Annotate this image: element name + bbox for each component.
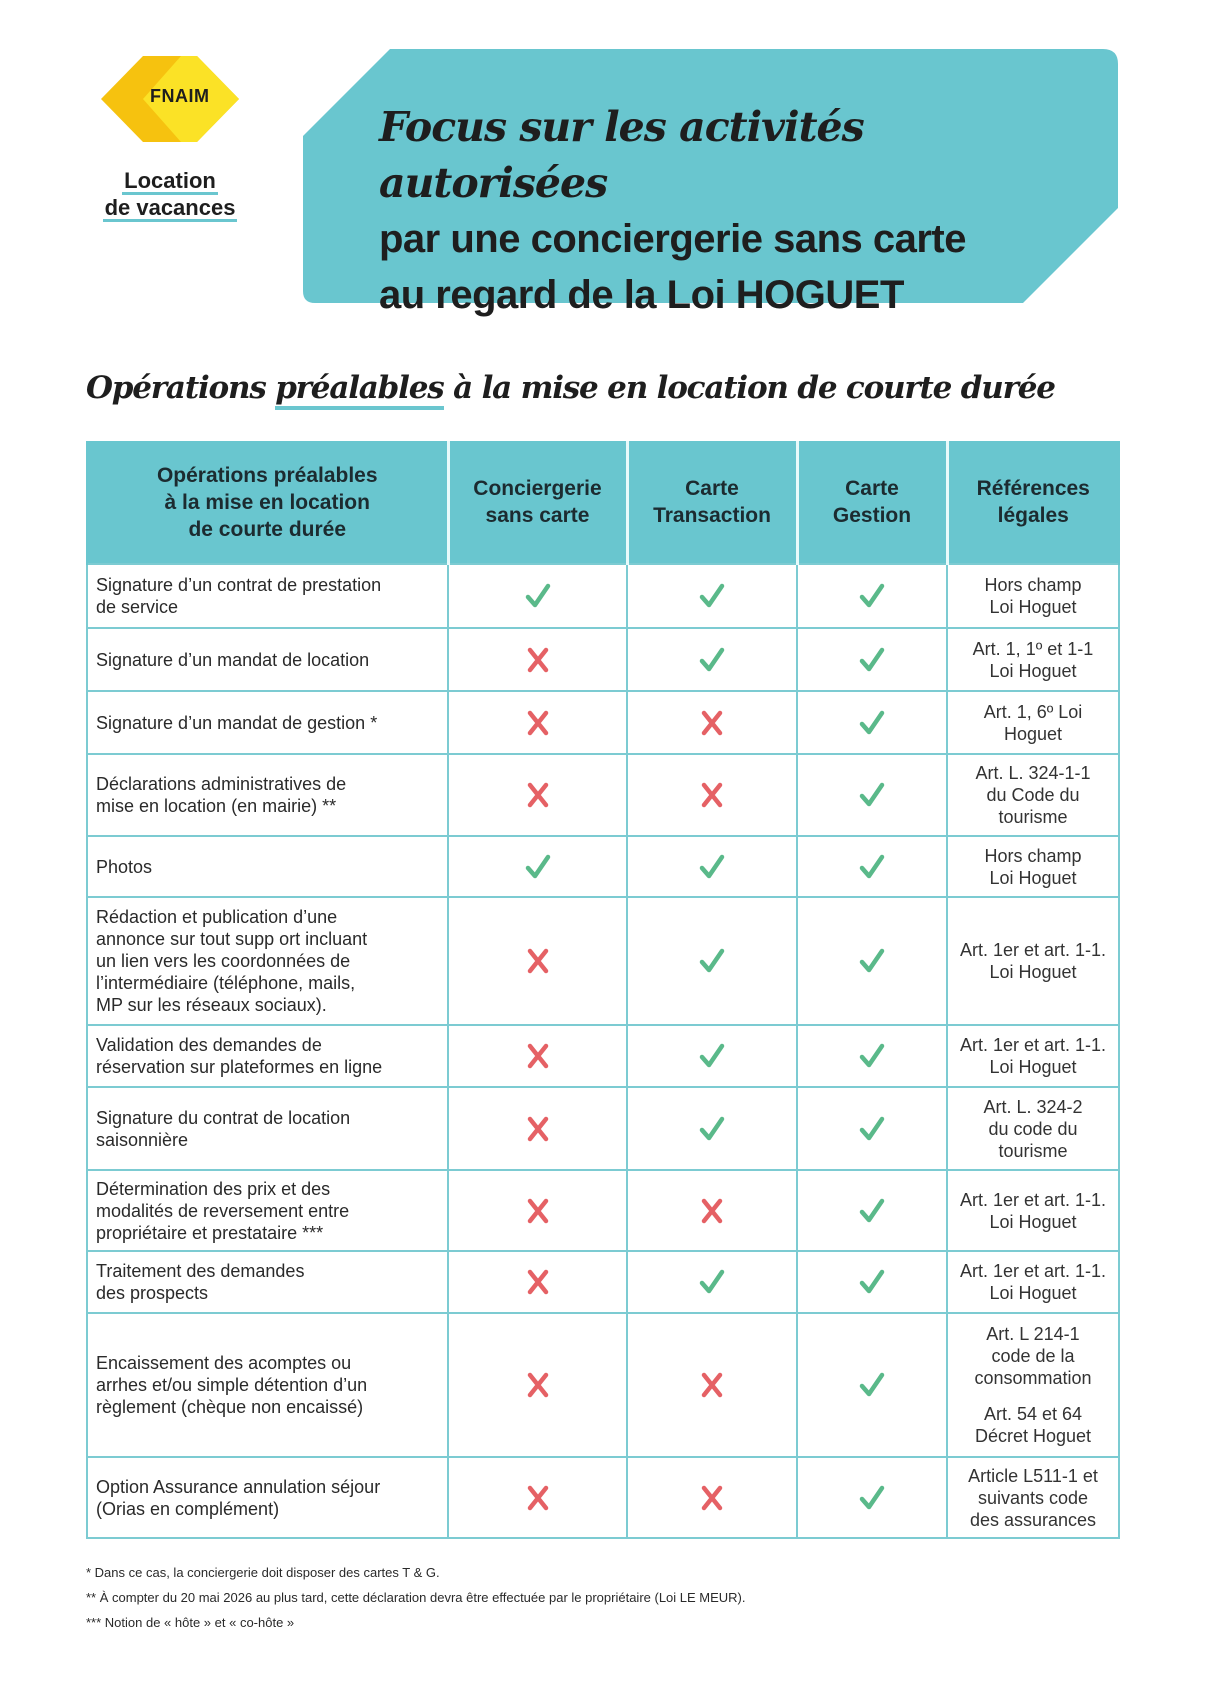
reference-text: Hors champ Loi Hoguet [984, 845, 1082, 888]
table-row [87, 1170, 1119, 1251]
section-title-underlined: préalables [275, 370, 443, 410]
transaction-cell [627, 836, 797, 897]
reference-cell [947, 564, 1119, 628]
transaction-cell [627, 1170, 797, 1251]
check-icon [523, 852, 553, 882]
check-icon [857, 1267, 887, 1297]
gestion-cell [797, 754, 947, 836]
cross-icon [523, 645, 553, 675]
conciergerie-cell [448, 628, 627, 691]
conciergerie-cell [448, 754, 627, 836]
cross-icon [697, 708, 727, 738]
transaction-cell [627, 564, 797, 628]
footnote-1: * Dans ce cas, la conciergerie doit disposer des cartes T & G. [86, 1565, 440, 1580]
reference-cell [947, 628, 1119, 691]
gestion-cell [797, 628, 947, 691]
reference-cell [947, 836, 1119, 897]
cross-icon [523, 708, 553, 738]
column-header-transaction: Carte Transaction [627, 441, 797, 564]
page-title [379, 99, 1099, 323]
transaction-cell [627, 1251, 797, 1313]
reference-cell [947, 754, 1119, 836]
conciergerie-cell [448, 1170, 627, 1251]
cross-icon [697, 1483, 727, 1513]
reference-cell [947, 1251, 1119, 1313]
title-line-1: Focus sur les activités autorisées [379, 103, 864, 207]
table-row [87, 1025, 1119, 1087]
transaction-cell [627, 897, 797, 1025]
conciergerie-cell [448, 1025, 627, 1087]
table-row [87, 1457, 1119, 1538]
transaction-cell [627, 754, 797, 836]
conciergerie-cell [448, 691, 627, 754]
operation-cell: Encaissement des acomptes ou arrhes et/ou simple détention d’un règlement (chèque non encaissé) [87, 1313, 448, 1457]
check-icon [857, 1114, 887, 1144]
gestion-cell [797, 1170, 947, 1251]
table-header-row [87, 441, 1119, 564]
footnote-3: *** Notion de « hôte » et « co-hôte » [86, 1615, 295, 1630]
operation-cell: Détermination des prix et des modalités de reversement entre propriétaire et prestataire *** [87, 1170, 448, 1251]
transaction-cell [627, 1313, 797, 1457]
transaction-cell [627, 691, 797, 754]
check-icon [697, 1041, 727, 1071]
table-row [87, 1251, 1119, 1313]
table-row [87, 1313, 1119, 1457]
transaction-cell [627, 1025, 797, 1087]
column-header-gestion: Carte Gestion [797, 441, 947, 564]
column-header-conciergerie: Conciergerie sans carte [448, 441, 627, 564]
cross-icon [523, 1370, 553, 1400]
operation-cell: Validation des demandes de réservation sur plateformes en ligne [87, 1025, 448, 1087]
gestion-cell [797, 836, 947, 897]
table-row [87, 691, 1119, 754]
logo-subtitle-line2: de vacances [104, 195, 236, 220]
reference-cell [947, 691, 1119, 754]
gestion-cell [797, 1025, 947, 1087]
title-line-3: au regard de la Loi HOGUET [379, 273, 904, 317]
fnaim-logo [95, 50, 245, 230]
conciergerie-cell [448, 897, 627, 1025]
reference-text: Art. L 214-1 code de la consommation [974, 1324, 1092, 1388]
title-banner [303, 49, 1118, 317]
table-row [87, 564, 1119, 628]
check-icon [697, 1114, 727, 1144]
operation-cell: Signature d’un mandat de location [87, 628, 448, 691]
check-icon [697, 645, 727, 675]
column-header-operations: Opérations préalables à la mise en location de courte durée [87, 441, 448, 564]
cross-icon [523, 1483, 553, 1513]
table-row [87, 628, 1119, 691]
reference-text: Art. 1, 1º et 1-1 Loi Hoguet [972, 638, 1094, 681]
cross-icon [523, 1114, 553, 1144]
operation-cell: Signature du contrat de location saisonnière [87, 1087, 448, 1170]
section-title-after: à la mise en location de courte durée [443, 370, 1055, 406]
check-icon [857, 780, 887, 810]
cross-icon [523, 780, 553, 810]
conciergerie-cell [448, 1251, 627, 1313]
operation-cell: Traitement des demandes des prospects [87, 1251, 448, 1313]
gestion-cell [797, 564, 947, 628]
check-icon [857, 1483, 887, 1513]
conciergerie-cell [448, 564, 627, 628]
conciergerie-cell [448, 1313, 627, 1457]
gestion-cell [797, 1313, 947, 1457]
operation-cell: Option Assurance annulation séjour (Orias en complément) [87, 1457, 448, 1538]
check-icon [857, 708, 887, 738]
cross-icon [523, 946, 553, 976]
reference-cell [947, 1313, 1119, 1457]
check-icon [523, 581, 553, 611]
cross-icon [697, 1370, 727, 1400]
gestion-cell [797, 1251, 947, 1313]
conciergerie-cell [448, 1087, 627, 1170]
reference-text-secondary: Art. 54 et 64 Décret Hoguet [974, 1404, 1092, 1446]
reference-cell [947, 1025, 1119, 1087]
gestion-cell [797, 1087, 947, 1170]
conciergerie-cell [448, 1457, 627, 1538]
title-line-2: par une conciergerie sans carte [379, 217, 966, 261]
operation-cell: Déclarations administratives de mise en location (en mairie) ** [87, 754, 448, 836]
check-icon [857, 1041, 887, 1071]
operations-table [86, 441, 1120, 1539]
cross-icon [523, 1267, 553, 1297]
check-icon [697, 1267, 727, 1297]
transaction-cell [627, 1457, 797, 1538]
gestion-cell [797, 1457, 947, 1538]
reference-text: Article L511-1 et suivants code des assurances [968, 1465, 1098, 1530]
cross-icon [697, 780, 727, 810]
logo-subtitle [95, 168, 245, 222]
reference-text: Art. 1, 6º Loi Hoguet [983, 701, 1083, 744]
reference-text: Art. 1er et art. 1-1. Loi Hoguet [959, 1035, 1107, 1077]
footnote-2: ** À compter du 20 mai 2026 au plus tard, cette déclaration devra être effectuée par le propriétaire (Loi LE MEUR). [86, 1590, 746, 1605]
reference-cell [947, 1170, 1119, 1251]
table-row [87, 754, 1119, 836]
reference-text: Art. L. 324-2 du code du tourisme [983, 1096, 1083, 1161]
check-icon [697, 946, 727, 976]
section-title-before: Opérations [86, 370, 276, 406]
reference-text: Art. 1er et art. 1-1. Loi Hoguet [959, 940, 1107, 982]
logo-text: FNAIM [150, 86, 210, 106]
table-row [87, 836, 1119, 897]
reference-cell [947, 1087, 1119, 1170]
reference-text: Art. 1er et art. 1-1. Loi Hoguet [959, 1261, 1107, 1303]
operation-cell: Rédaction et publication d’une annonce sur tout supp ort incluant un lien vers les coordonnées de l’intermédiaire (téléphone, mails, MP sur les réseaux sociaux). [87, 897, 448, 1025]
section-title [86, 370, 1055, 406]
check-icon [697, 852, 727, 882]
check-icon [697, 581, 727, 611]
operation-cell: Signature d’un contrat de prestation de service [87, 564, 448, 628]
check-icon [857, 1196, 887, 1226]
check-icon [857, 645, 887, 675]
reference-text: Hors champ Loi Hoguet [984, 575, 1082, 617]
transaction-cell [627, 1087, 797, 1170]
table-row [87, 1087, 1119, 1170]
column-header-references: Références légales [947, 441, 1119, 564]
check-icon [857, 1370, 887, 1400]
reference-text: Art. 1er et art. 1-1. Loi Hoguet [959, 1189, 1107, 1232]
reference-text: Art. L. 324-1-1 du Code du tourisme [975, 763, 1091, 827]
check-icon [857, 946, 887, 976]
gestion-cell [797, 897, 947, 1025]
footnotes [86, 1563, 746, 1638]
logo-subtitle-line1: Location [124, 168, 216, 193]
cross-icon [697, 1196, 727, 1226]
cross-icon [523, 1041, 553, 1071]
transaction-cell [627, 628, 797, 691]
table-row [87, 897, 1119, 1025]
reference-cell [947, 897, 1119, 1025]
conciergerie-cell [448, 836, 627, 897]
cross-icon [523, 1196, 553, 1226]
gestion-cell [797, 691, 947, 754]
reference-cell [947, 1457, 1119, 1538]
check-icon [857, 581, 887, 611]
check-icon [857, 852, 887, 882]
operation-cell: Signature d’un mandat de gestion * [87, 691, 448, 754]
operation-cell: Photos [87, 836, 448, 897]
